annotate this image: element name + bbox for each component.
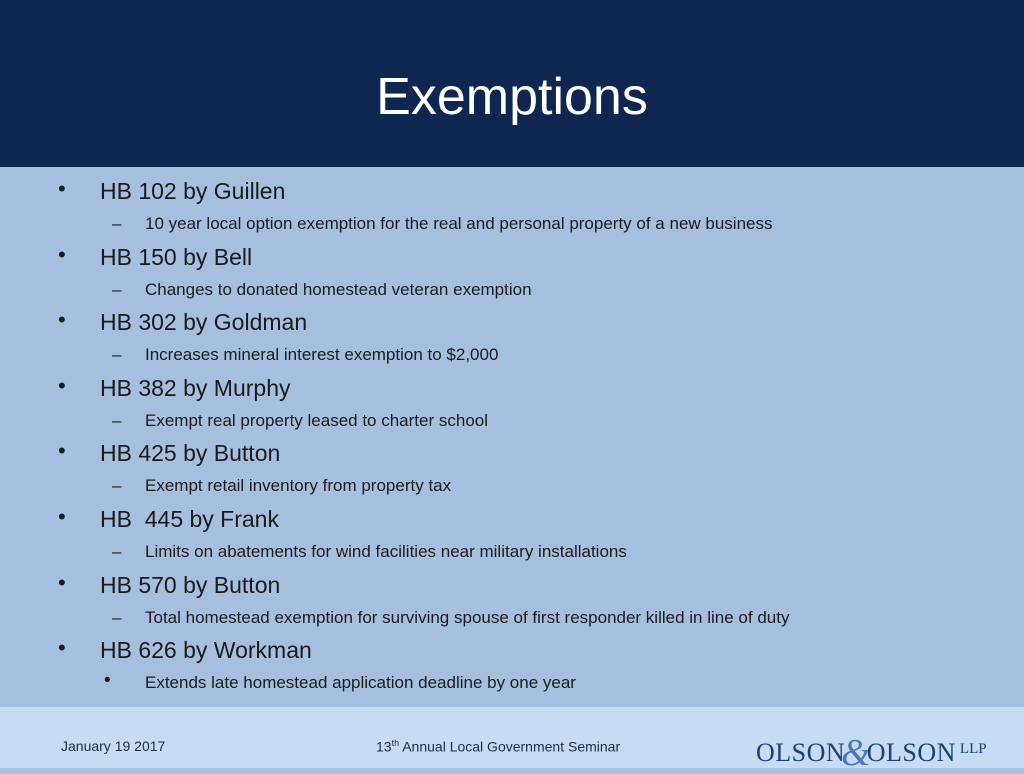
- bullet-icon: •: [58, 569, 66, 595]
- logo-ampersand: &: [841, 732, 871, 774]
- bullet-icon: •: [58, 372, 66, 398]
- bill-title: HB 425 by Button: [100, 440, 281, 467]
- bill-title: HB 302 by Goldman: [100, 309, 308, 336]
- bill-title: HB 626 by Workman: [100, 637, 312, 664]
- bill-title: HB 570 by Button: [100, 571, 281, 598]
- bill-description: 10 year local option exemption for the real and personal property of a new business: [145, 214, 773, 233]
- bill-title: HB 382 by Murphy: [100, 374, 291, 401]
- seminar-text: Annual Local Government Seminar: [399, 738, 621, 755]
- bullet-icon: •: [58, 307, 66, 333]
- bullet-icon: •: [58, 503, 66, 529]
- seminar-number: 13: [376, 738, 392, 755]
- list-item: [0, 174, 1024, 240]
- list-item: [0, 371, 1024, 437]
- slide-title: Exemptions: [376, 68, 648, 126]
- bill-description: Exempt retail inventory from property tax: [145, 476, 452, 496]
- list-item: [0, 305, 1024, 371]
- list-item: [0, 633, 1024, 699]
- bill-description: Changes to donated homestead veteran exemption: [145, 279, 532, 299]
- dash-icon: –: [112, 607, 122, 627]
- bullet-icon: •: [104, 670, 111, 692]
- list-item: [0, 568, 1024, 634]
- logo-llp: LLP: [959, 741, 987, 757]
- seminar-title: [376, 738, 620, 755]
- bullet-icon: •: [58, 635, 66, 661]
- bullet-icon: •: [58, 438, 66, 464]
- bill-description: Total homestead exemption for surviving spouse of first responder killed in line of duty: [145, 607, 790, 627]
- slide-footer: [0, 707, 1024, 774]
- seminar-suffix: th: [391, 738, 400, 748]
- dash-icon: –: [112, 279, 122, 299]
- footer-date: January 19 2017: [61, 738, 166, 754]
- logo-word-second: OLSON: [866, 738, 956, 767]
- list-item: [0, 240, 1024, 306]
- list-item: [0, 436, 1024, 502]
- bullet-icon: •: [58, 241, 66, 267]
- logo-word-first: OLSON: [756, 738, 846, 767]
- dash-icon: –: [112, 410, 122, 430]
- olson-olson-logo: [756, 723, 987, 774]
- dash-icon: –: [112, 345, 122, 365]
- bill-description: Exempt real property leased to charter school: [145, 410, 489, 430]
- bill-description: Limits on abatements for wind facilities near military installations: [145, 541, 627, 561]
- dash-icon: –: [112, 214, 122, 233]
- bill-description: Increases mineral interest exemption to $2,000: [145, 345, 499, 365]
- exemption-list: [0, 174, 1024, 699]
- dash-icon: –: [112, 476, 122, 496]
- list-item: [0, 502, 1024, 568]
- bill-title: HB 102 by Guillen: [100, 178, 286, 204]
- bullet-icon: •: [58, 176, 66, 201]
- dash-icon: –: [112, 541, 122, 561]
- bill-title: HB 445 by Frank: [100, 505, 279, 532]
- slide-header: [0, 0, 1024, 167]
- bill-description: Extends late homestead application deadline by one year: [145, 673, 576, 693]
- bill-title: HB 150 by Bell: [100, 243, 253, 270]
